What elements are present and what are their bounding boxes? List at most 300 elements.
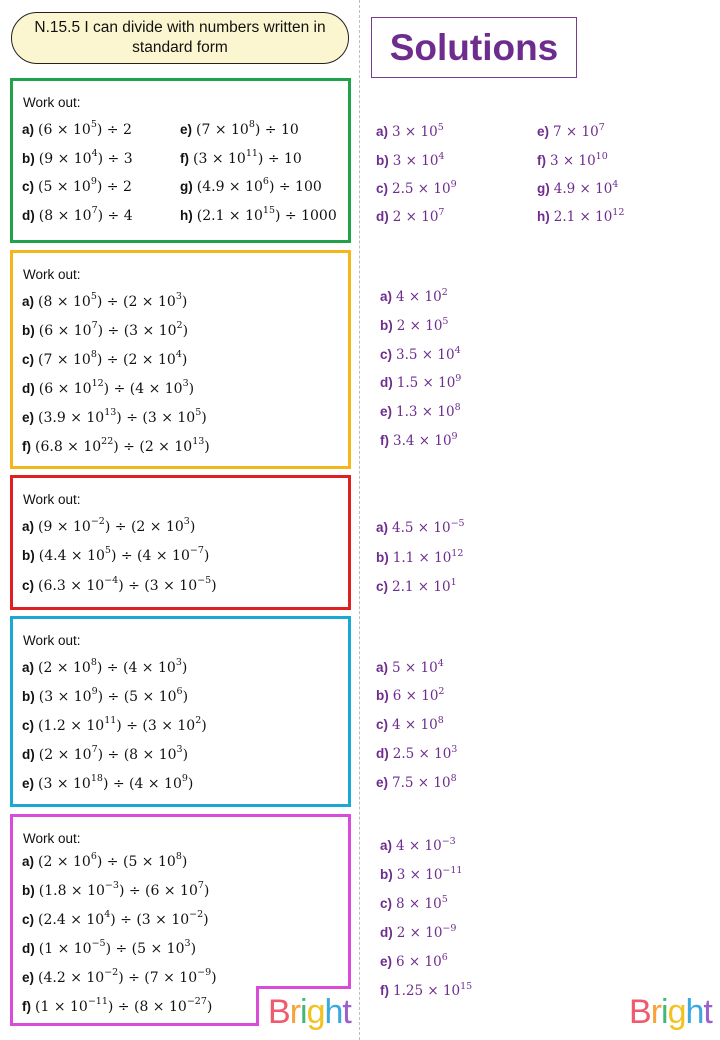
expression-text: (5 × 10 [38,179,91,195]
exponent: −5 [91,938,106,950]
exponent: 13 [104,407,117,419]
exponent: 15 [262,205,276,217]
answer-1-e [537,121,605,140]
exponent: 6 [262,176,269,188]
answer-5-c [380,893,448,912]
exponent: 5 [442,315,449,327]
expression-text: ) [190,941,197,957]
expression-text: (1.2 × 10 [38,718,105,734]
exponent: −11 [442,864,463,876]
exponent: 5 [90,291,97,303]
answer-2-f [380,430,458,449]
exponent: −2 [189,909,204,921]
expression-text: 2.1 × 10 [392,579,451,595]
exponent: 4 [91,148,98,160]
expression-text: ) ÷ (2 × 10 [96,352,176,368]
expression-text: 2.1 × 10 [553,209,613,225]
expression-text: 3 × 10 [550,153,596,169]
item-label: d) [380,375,393,390]
expression-text: ) [211,970,217,986]
item-label: f) [180,151,189,166]
expression-text: ) ÷ 10 [257,151,302,167]
item-label: c) [380,896,393,911]
exponent: 7 [91,744,98,756]
expression-text: 3 × 10 [392,124,438,140]
expression-text: (9 × 10 [38,519,91,535]
expression-text: (2 × 10 [38,660,91,676]
question-2-f [22,436,210,455]
expression-text: ) [211,578,217,594]
expression-text: ) [181,854,188,870]
answer-2-b [380,315,449,334]
expression-text: ) [181,352,188,368]
item-label: h) [180,208,193,223]
expression-text: ) [188,381,195,397]
expression-text: ) ÷ 100 [268,179,322,195]
item-label: a) [22,854,35,869]
expression-text: 4.9 × 10 [553,181,613,197]
expression-text: (7 × 10 [38,352,91,368]
item-label: d) [22,208,35,223]
item-label: b) [22,548,35,563]
answer-1-b [376,150,445,169]
exponent: −2 [90,516,105,528]
expression-text: 7 × 10 [553,124,599,140]
work-out-label: Work out: [23,492,81,507]
answer-5-b [380,864,463,883]
expression-text: ) [182,689,189,705]
question-5-c [22,909,209,928]
exponent: 3 [176,744,183,756]
item-label: a) [380,289,393,304]
exponent: −3 [104,880,119,892]
expression-text: ) ÷ (3 × 10 [116,718,196,734]
item-label: a) [22,122,35,137]
question-4-c [22,715,207,734]
exponent: 7 [598,121,605,133]
item-label: d) [376,746,389,761]
exponent: 8 [90,657,97,669]
exponent: 5 [90,119,97,131]
expression-text: (6.8 × 10 [35,439,102,455]
logo-letter: t [342,993,351,1031]
expression-text: (3 × 10 [38,776,91,792]
exponent: 18 [90,773,103,785]
expression-text: 4 × 10 [396,838,442,854]
expression-text: (1 × 10 [35,999,88,1015]
expression-text: (4.2 × 10 [38,970,105,986]
item-label: b) [376,688,389,703]
expression-text: ) [189,519,196,535]
exponent: 12 [91,378,104,390]
answer-4-a [376,657,444,676]
expression-text: 1.25 × 10 [393,983,461,999]
item-label: d) [22,381,35,396]
expression-text: 7.5 × 10 [392,775,451,791]
question-5-a [22,851,188,870]
item-label: f) [380,433,389,448]
expression-text: (2 × 10 [38,747,92,763]
expression-text: ) [187,776,194,792]
question-2-c [22,349,188,368]
exponent: 9 [450,178,457,190]
expression-text: (6 × 10 [38,323,92,339]
question-1-h [180,205,337,224]
expression-text: ) ÷ (8 × 10 [97,747,177,763]
logo-letter: g [667,993,686,1031]
item-label: b) [380,318,393,333]
item-label: a) [22,519,35,534]
exponent: 9 [91,686,98,698]
expression-text: ) ÷ (4 × 10 [102,776,182,792]
answer-1-c [376,178,457,197]
expression-text: ) [201,410,207,426]
exponent: 7 [91,205,98,217]
exponent: 15 [460,980,473,992]
logo-letter: t [703,993,712,1031]
item-label: d) [22,747,35,762]
question-3-c [22,575,217,594]
expression-text: 2.5 × 10 [392,181,451,197]
exponent: 4 [454,344,461,356]
exponent: −27 [186,996,207,1008]
answer-1-f [537,150,608,169]
exponent: −3 [441,835,456,847]
expression-text: (8 × 10 [38,294,91,310]
item-label: e) [376,775,389,790]
exponent: 2 [195,715,202,727]
logo-letter: i [300,993,307,1031]
item-label: e) [180,122,193,137]
logo-letter: B [629,993,651,1031]
item-label: a) [376,520,389,535]
page-divider [359,0,360,1040]
logo-letter: g [306,993,325,1031]
expression-text: ) ÷ 2 [96,179,132,195]
answer-1-a [376,121,444,140]
exponent: 3 [183,516,190,528]
exponent: 9 [181,773,188,785]
exponent: −4 [104,575,119,587]
question-5-d [22,938,197,957]
work-out-label: Work out: [23,95,81,110]
answer-3-a [376,517,465,536]
exponent: 6 [441,951,448,963]
expression-text: 4 × 10 [392,717,438,733]
expression-text: ) ÷ (3 × 10 [110,912,190,928]
exponent: −7 [189,545,204,557]
question-1-b [22,148,133,167]
expression-text: ) ÷ (5 × 10 [97,689,177,705]
answer-4-b [376,685,445,704]
exponent: 3 [175,657,182,669]
objective-title [11,12,349,64]
expression-text: ) ÷ (6 × 10 [118,883,198,899]
expression-text: ) ÷ (5 × 10 [105,941,185,957]
item-label: d) [376,209,389,224]
answer-4-c [376,714,444,733]
exponent: 8 [175,851,182,863]
answer-5-e [380,951,448,970]
exponent: 2 [441,286,448,298]
expression-text: ) [203,912,209,928]
exponent: 9 [451,430,458,442]
item-label: e) [22,776,35,791]
logo-letter: r [650,993,662,1031]
expression-text: (2.1 × 10 [196,208,263,224]
exponent: 9 [90,176,97,188]
item-label: c) [376,579,389,594]
exponent: −9 [442,922,457,934]
item-label: a) [22,294,35,309]
item-label: h) [537,209,550,224]
expression-text: ) ÷ 1000 [275,208,337,224]
item-label: f) [537,153,546,168]
exponent: 5 [195,407,202,419]
expression-text: 3.5 × 10 [396,347,455,363]
item-label: b) [376,550,389,565]
exponent: 3 [184,938,191,950]
expression-text: ) ÷ (2 × 10 [113,439,193,455]
answer-5-d [380,922,457,941]
expression-text: ) ÷ (3 × 10 [118,578,198,594]
expression-text: (6 × 10 [38,381,92,397]
expression-text: ) ÷ (7 × 10 [118,970,198,986]
exponent: 4 [175,349,182,361]
exponent: 8 [450,772,457,784]
exponent: 5 [437,121,444,133]
expression-text: 6 × 10 [396,954,442,970]
question-1-g [180,176,322,195]
question-5-b [22,880,210,899]
answer-2-c [380,344,461,363]
question-1-e [180,119,299,138]
solutions-heading [371,17,577,78]
exponent: 2 [438,685,445,697]
question-2-b [22,320,189,339]
answer-5-a [380,835,456,854]
item-label: b) [22,689,35,704]
exponent: 4 [438,150,445,162]
bright-logo [268,993,351,1032]
question-2-e [22,407,207,426]
question-5-f [22,996,213,1015]
item-label: c) [22,912,35,927]
exponent: 4 [104,909,111,921]
expression-text: ) ÷ (4 × 10 [110,548,190,564]
expression-text: ) ÷ (5 × 10 [96,854,176,870]
item-label: c) [22,352,35,367]
item-label: f) [22,999,31,1014]
item-label: f) [22,439,31,454]
exponent: 3 [451,743,458,755]
expression-text: 3 × 10 [392,153,439,169]
exponent: −5 [450,517,465,529]
expression-text: ) [206,999,213,1015]
item-label: g) [537,181,550,196]
logo-letter: r [289,993,301,1031]
expression-text: ) ÷ 10 [254,122,299,138]
expression-text: 1.5 × 10 [396,375,456,391]
expression-text: ) [181,294,188,310]
expression-text: (6 × 10 [38,122,91,138]
question-3-b [22,545,210,564]
question-1-a [22,119,132,138]
expression-text: ) ÷ 2 [96,122,132,138]
item-label: b) [380,867,393,882]
question-4-d [22,744,189,763]
expression-text: 3 × 10 [396,867,443,883]
item-label: e) [380,954,393,969]
item-label: c) [22,179,35,194]
exponent: 22 [101,436,114,448]
answer-2-e [380,401,461,420]
item-label: c) [22,718,35,733]
expression-text: 2 × 10 [396,925,443,941]
logo-letter: B [268,993,290,1031]
solutions-heading-text: Solutions [389,26,559,68]
expression-text: 4 × 10 [396,289,442,305]
item-label: a) [380,838,393,853]
item-label: e) [22,970,35,985]
question-3-a [22,516,196,535]
expression-text: (4.4 × 10 [38,548,105,564]
expression-text: (3.9 × 10 [38,410,105,426]
expression-text: ) [182,747,189,763]
answer-5-f [380,980,473,999]
expression-text: ) [182,323,189,339]
expression-text: 8 × 10 [396,896,442,912]
answer-2-a [380,286,448,305]
exponent: 13 [192,436,205,448]
expression-text: (7 × 10 [196,122,249,138]
logo-letter: i [661,993,668,1031]
exponent: 5 [104,545,111,557]
exponent: 12 [451,547,464,559]
answer-2-d [380,372,462,391]
answer-3-c [376,576,457,595]
question-1-d [22,205,133,224]
expression-text: ) ÷ (4 × 10 [96,660,176,676]
expression-text: ) ÷ (2 × 10 [104,519,184,535]
expression-text: 2.5 × 10 [392,746,452,762]
item-label: d) [22,941,35,956]
expression-text: 3.4 × 10 [393,433,452,449]
question-2-a [22,291,188,310]
expression-text: ) ÷ (4 × 10 [103,381,183,397]
question-4-e [22,773,194,792]
exponent: −2 [104,967,119,979]
expression-text: ) [203,548,210,564]
exponent: 3 [182,378,189,390]
expression-text: 5 × 10 [392,660,438,676]
exponent: 4 [437,657,444,669]
item-label: b) [22,151,35,166]
exponent: −5 [197,575,212,587]
item-label: a) [376,124,389,139]
expression-text: ) ÷ (2 × 10 [96,294,176,310]
expression-text: 1.1 × 10 [392,550,452,566]
exponent: 12 [612,206,625,218]
expression-text: (3 × 10 [38,689,92,705]
exponent: 6 [176,686,183,698]
exponent: 7 [438,206,445,218]
exponent: 6 [90,851,97,863]
item-label: e) [22,410,35,425]
exponent: 11 [104,715,117,727]
answer-1-g [537,178,619,197]
expression-text: 2 × 10 [392,209,439,225]
exponent: 3 [175,291,182,303]
exponent: 8 [454,401,461,413]
expression-text: 6 × 10 [392,688,439,704]
expression-text: ) [203,883,210,899]
exponent: 4 [612,178,619,190]
item-label: d) [380,925,393,940]
exponent: 8 [248,119,255,131]
item-label: f) [380,983,389,998]
item-label: b) [22,883,35,898]
expression-text: (1.8 × 10 [38,883,105,899]
bright-logo [629,993,712,1032]
question-4-b [22,686,189,705]
item-label: c) [376,181,389,196]
question-5-e [22,967,217,986]
objective-title-text: N.15.5 I can divide with numbers written in standard form [34,19,326,56]
expression-text: ) ÷ 4 [97,208,133,224]
expression-text: (8 × 10 [38,208,92,224]
exponent: 2 [176,320,183,332]
item-label: c) [22,578,35,593]
expression-text: ) [181,660,188,676]
item-label: c) [376,717,389,732]
work-out-label: Work out: [23,633,81,648]
item-label: e) [380,404,393,419]
item-label: e) [537,124,550,139]
expression-text: (9 × 10 [38,151,92,167]
expression-text: (3 × 10 [193,151,246,167]
exponent: −9 [197,967,212,979]
logo-letter: h [685,993,704,1031]
expression-text: ) ÷ (8 × 10 [107,999,187,1015]
expression-text: (4.9 × 10 [196,179,263,195]
item-label: b) [376,153,389,168]
answer-4-d [376,743,458,762]
expression-text: (1 × 10 [38,941,92,957]
expression-text: ) ÷ (3 × 10 [97,323,177,339]
exponent: 8 [90,349,97,361]
question-2-d [22,378,195,397]
expression-text: ) [201,718,207,734]
item-label: a) [22,660,35,675]
answer-1-d [376,206,445,225]
exponent: 1 [450,576,457,588]
expression-text: (6.3 × 10 [38,578,105,594]
logo-letter: h [324,993,343,1031]
exponent: 8 [437,714,444,726]
work-out-label: Work out: [23,831,81,846]
question-1-f [180,148,302,167]
exponent: 7 [91,320,98,332]
item-label: c) [380,347,393,362]
expression-text: 4.5 × 10 [392,520,451,536]
expression-text: ) ÷ (3 × 10 [116,410,196,426]
exponent: −11 [87,996,108,1008]
exponent: 5 [441,893,448,905]
exponent: 9 [455,372,462,384]
expression-text: (2.4 × 10 [38,912,105,928]
answer-4-e [376,772,457,791]
